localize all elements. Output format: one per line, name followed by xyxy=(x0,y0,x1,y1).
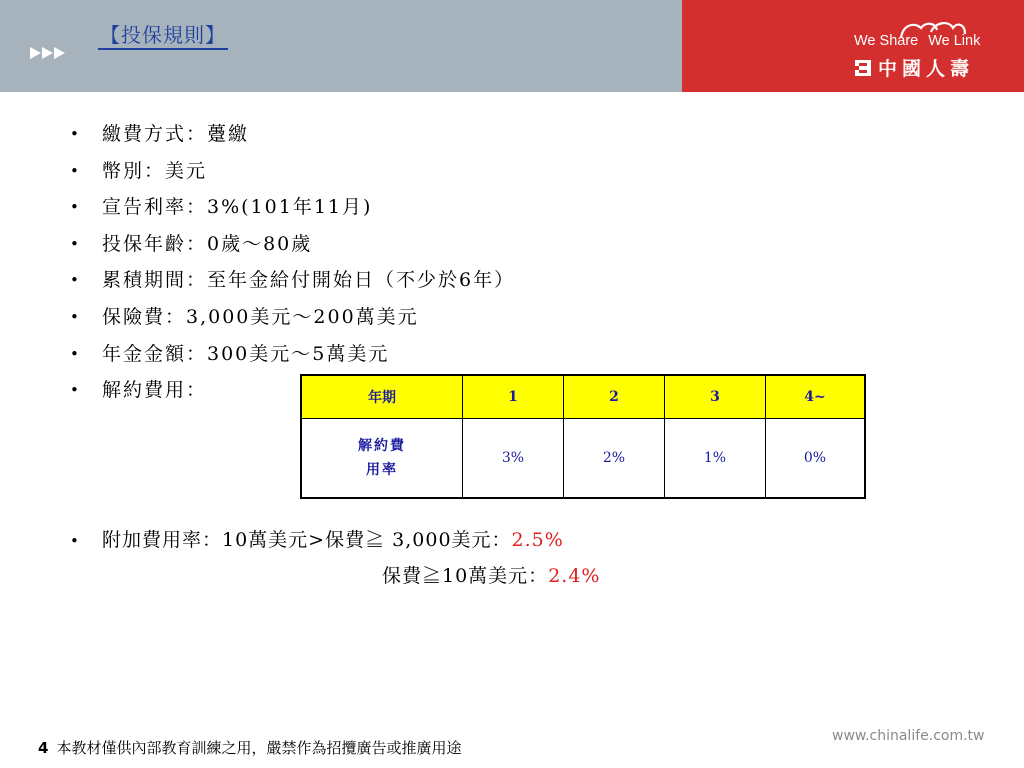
company-logo xyxy=(854,54,974,81)
row-label-cell xyxy=(301,419,463,499)
company-name: 中國人壽 xyxy=(878,58,975,80)
additional-fee-line2 xyxy=(382,558,600,594)
additional-fee-label: 附加費用率：10萬美元>保費≧ 3,000美元： xyxy=(102,529,512,551)
rule-payment-method: • 繳費方式：躉繳 xyxy=(70,116,515,153)
slogan-we-link: We Link xyxy=(928,33,981,49)
surrender-fee-table-wrap xyxy=(300,374,866,499)
table-cell: 3% xyxy=(463,419,564,499)
table-cell: 2% xyxy=(564,419,665,499)
row-label-line1: 解約費 xyxy=(358,438,406,454)
header-cell: 3 xyxy=(665,375,766,419)
brand-slogan xyxy=(854,33,980,49)
header-bar xyxy=(0,0,682,92)
table-cell: 0% xyxy=(766,419,866,499)
table-header-row xyxy=(301,375,865,419)
additional-fee-rate xyxy=(70,522,564,559)
surrender-fee-table xyxy=(300,374,866,499)
table-row xyxy=(301,419,865,499)
china-life-logo-icon xyxy=(854,59,872,77)
rule-surrender-fee: • 解約費用： xyxy=(70,372,515,409)
rule-currency: • 幣別：美元 xyxy=(70,153,515,190)
additional-fee-line2-label: 保費≧10萬美元： xyxy=(382,565,549,587)
header-cell-year: 年期 xyxy=(301,375,463,419)
header-cell: 1 xyxy=(463,375,564,419)
rule-premium-range: • 保險費：3,000美元～200萬美元 xyxy=(70,299,515,336)
rule-accumulation-period: • 累積期間：至年金給付開始日（不少於6年） xyxy=(70,262,515,299)
rule-declared-rate: • 宣告利率：3%(101年11月) xyxy=(70,189,515,226)
triple-arrow-icon xyxy=(30,47,65,59)
page-number: 4 xyxy=(38,739,49,757)
footer-url: www.chinalife.com.tw xyxy=(832,728,985,744)
bullet-dot: • xyxy=(70,532,80,550)
slogan-we-share: We Share xyxy=(854,33,919,49)
table-cell: 1% xyxy=(665,419,766,499)
additional-fee-rate-1: 2.5% xyxy=(511,529,564,551)
page-title: 【投保規則】 xyxy=(98,24,228,50)
rules-list xyxy=(70,116,515,409)
brand-panel xyxy=(682,0,1024,92)
header-cell: 4~ xyxy=(766,375,866,419)
footer-notice-text: 本教材僅供內部教育訓練之用，嚴禁作為招攬廣告或推廣用途 xyxy=(56,739,462,757)
row-label-line2: 用率 xyxy=(366,462,398,478)
additional-fee-rate-2: 2.4% xyxy=(548,565,601,587)
header-cell: 2 xyxy=(564,375,665,419)
rule-annuity-amount: • 年金金額：300美元～5萬美元 xyxy=(70,336,515,373)
rule-age-range: • 投保年齡：0歲～80歲 xyxy=(70,226,515,263)
footer-notice xyxy=(38,737,461,758)
